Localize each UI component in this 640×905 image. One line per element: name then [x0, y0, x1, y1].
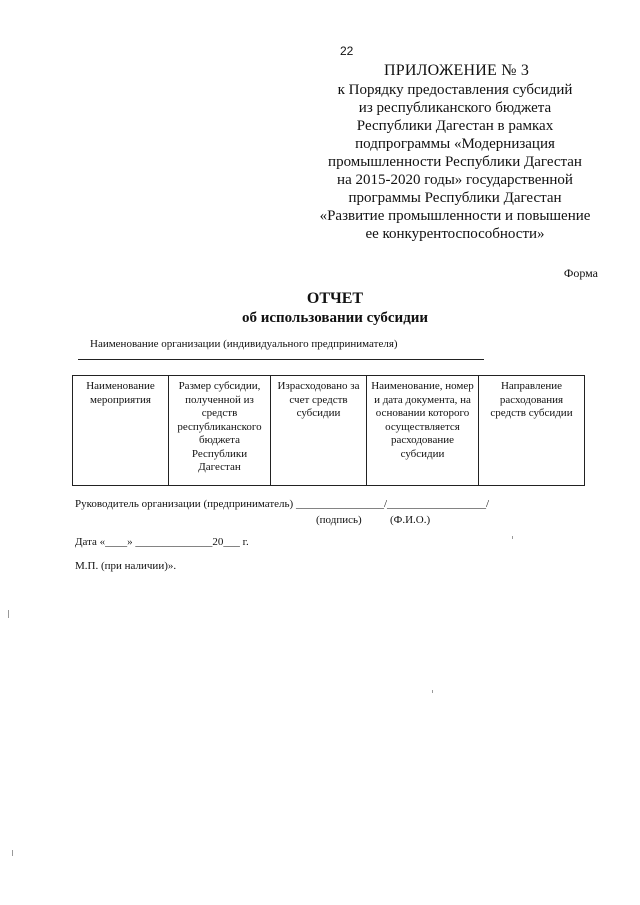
appendix-line: подпрограммы «Модернизация — [355, 136, 555, 152]
signature-caption-name: (Ф.И.О.) — [390, 514, 431, 526]
organization-label: Наименование организации (индивидуального предпринимателя) — [90, 338, 398, 350]
appendix-line: Республики Дагестан в рамках — [356, 118, 554, 134]
form-label: Форма — [563, 266, 598, 280]
report-table — [72, 375, 585, 486]
appendix-line: промышленности Республики Дагестан — [328, 154, 582, 170]
appendix-line: из республиканского бюджета — [358, 100, 552, 116]
date-line: Дата «____» ______________20___ г. — [75, 536, 249, 548]
header-spent-amount: Израсходовано за счет средств субсидии — [271, 376, 367, 486]
header-event-name: Наименование мероприятия — [73, 376, 169, 486]
scan-speck — [12, 850, 13, 856]
appendix-line: программы Республики Дагестан — [348, 190, 562, 206]
scan-speck — [432, 690, 433, 693]
appendix-line: на 2015-2020 годы» государственной — [337, 172, 573, 188]
header-spending-direction: Направление расходования средств субсидии — [479, 376, 585, 486]
appendix-body — [300, 81, 610, 243]
scan-speck — [8, 610, 9, 618]
stamp-line: М.П. (при наличии)». — [75, 560, 177, 572]
appendix-title: ПРИЛОЖЕНИЕ № 3 — [384, 62, 530, 79]
report-title: ОТЧЕТ — [306, 290, 364, 307]
signature-caption-sign: (подпись) — [316, 514, 362, 526]
appendix-line: к Порядку предоставления субсидий — [337, 82, 573, 98]
scan-speck — [512, 536, 513, 539]
header-basis-document: Наименование, номер и дата документа, на основании которого осуществляется расходование субсидии — [367, 376, 479, 486]
page-number: 22 — [340, 44, 354, 58]
appendix-line: ее конкурентоспособности» — [365, 226, 545, 242]
table-header-row — [73, 376, 585, 486]
organization-name-line — [78, 359, 484, 360]
appendix-line: «Развитие промышленности и повышение — [319, 208, 591, 224]
report-subtitle: об использовании субсидии — [241, 310, 429, 326]
header-subsidy-amount: Размер субсидии, полученной из средств республиканского бюджета Республики Дагестан — [169, 376, 271, 486]
signature-line: Руководитель организации (предприниматель) ________________/__________________/ — [75, 498, 490, 510]
